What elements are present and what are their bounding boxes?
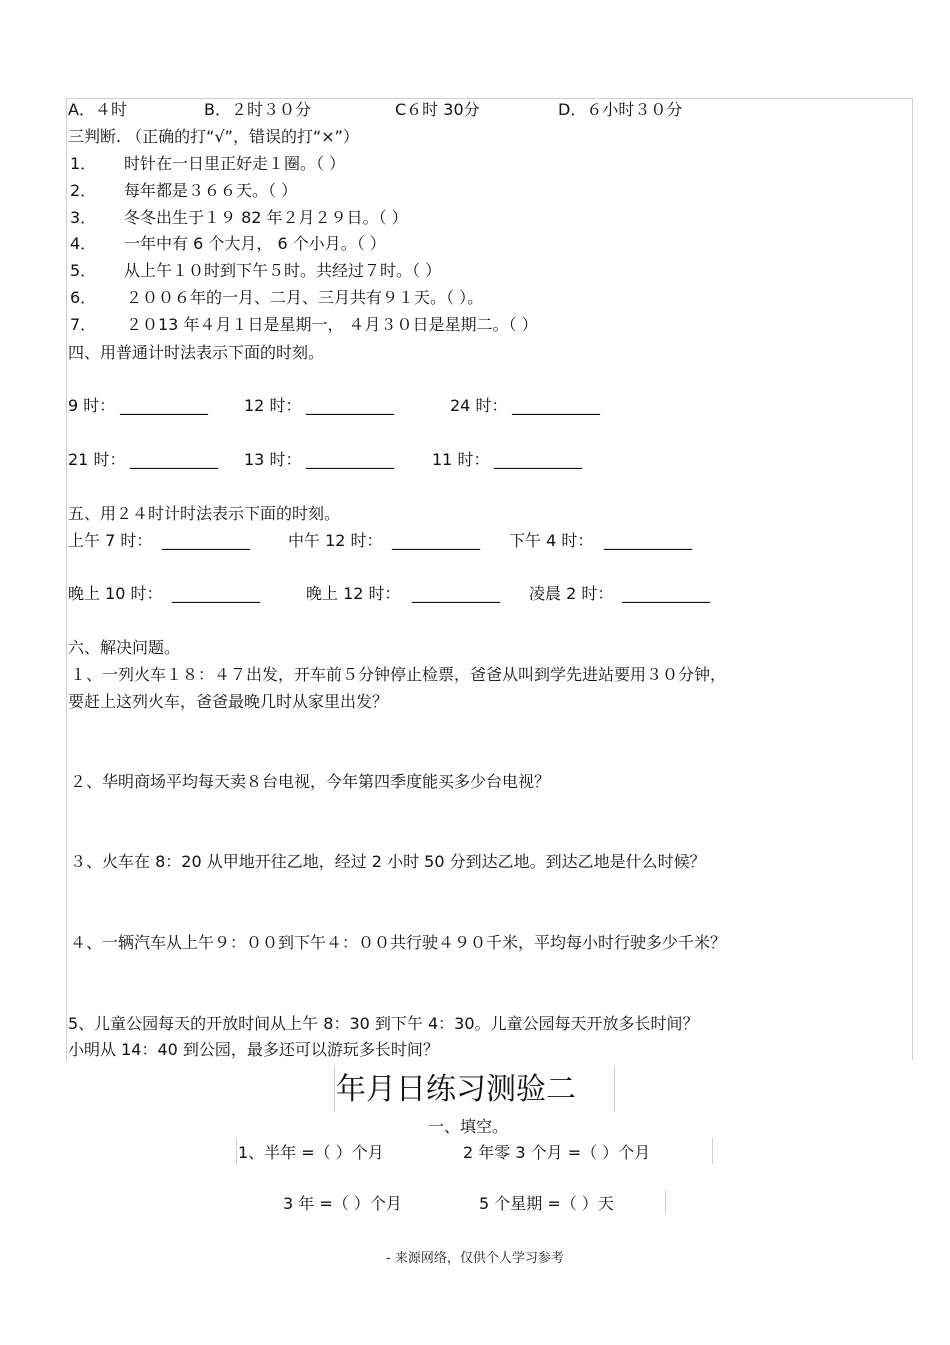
problem-5-line1: 5、儿童公园每天的开放时间从上午 8：30 到下午 4：30。儿童公园每天开放多长时间？	[68, 1014, 699, 1033]
problem-5-line2: 小明从 14：40 到公园，最多还可以游玩多长时间？	[68, 1040, 439, 1059]
section4-title: 四、用普通计时法表示下面的时刻。	[68, 343, 325, 362]
problem-2: ２、华明商场平均每天卖８台电视，今年第四季度能买多少台电视？	[70, 772, 551, 791]
fill-item-3: 3 年 =（ ）个月	[283, 1194, 402, 1213]
answer-blank[interactable]: ___________	[604, 531, 692, 550]
judge-text-7: ２０13 年４月１日是星期一， ４月３０日是星期二。（ ）	[126, 315, 538, 334]
judge-num-1: 1．	[70, 154, 97, 173]
time-label: 13 时：	[244, 450, 302, 469]
problem-4: ４、一辆汽车从上午９：００到下午４：００共行驶４９０千米，平均每小时行驶多少千米？	[70, 933, 727, 952]
time-label: 11 时：	[432, 450, 490, 469]
time-label: 12 时：	[244, 396, 302, 415]
time-label: 晚上 10 时：	[68, 584, 163, 603]
fill-item-4: 5 个星期 =（ ）天	[479, 1194, 614, 1213]
answer-blank[interactable]: ___________	[130, 450, 218, 469]
section5-title: 五、用２４时计时法表示下面的时刻。	[68, 504, 341, 523]
page-border-left	[66, 98, 67, 1060]
part2-title: 年月日练习测验二	[336, 1072, 576, 1107]
answer-blank[interactable]: ___________	[120, 396, 208, 415]
judge-text-1: 时针在一日里正好走１圈。（ ）	[124, 154, 346, 173]
title-box-right	[614, 1066, 615, 1112]
page-border-right	[912, 98, 913, 1060]
answer-blank[interactable]: ___________	[392, 531, 480, 550]
option-b: B．２时３０分	[204, 100, 311, 119]
problem-1-line2: 要赶上这列火车，爸爸最晚几时从家里出发？	[68, 692, 389, 711]
fill-box-right-2	[665, 1190, 666, 1214]
time-label: 上午 7 时：	[68, 531, 153, 550]
time-label: 24 时：	[450, 396, 508, 415]
option-a: A．４时	[68, 100, 127, 119]
part2-subtitle: 一、填空。	[428, 1117, 509, 1136]
judge-num-5: 5．	[70, 261, 97, 280]
answer-blank[interactable]: ___________	[622, 584, 710, 603]
time-label: 下午 4 时：	[509, 531, 594, 550]
time-label: 21 时：	[68, 450, 126, 469]
judge-num-7: 7．	[70, 315, 97, 334]
answer-blank[interactable]: ___________	[306, 396, 394, 415]
answer-blank[interactable]: ___________	[162, 531, 250, 550]
page-footer: - 来源网络，仅供个人学习参考	[386, 1251, 564, 1266]
answer-blank[interactable]: ___________	[412, 584, 500, 603]
time-label: 晚上 12 时：	[306, 584, 401, 603]
page-border-top	[66, 98, 913, 99]
title-box-left	[334, 1066, 335, 1112]
time-label: 中午 12 时：	[288, 531, 383, 550]
judge-num-3: 3．	[70, 208, 97, 227]
judge-text-2: 每年都是３６６天。（ ）	[124, 181, 298, 200]
judge-text-3: 冬冬出生于１９ 82 年２月２９日。（ ）	[124, 208, 408, 227]
time-label: 凌晨 2 时：	[529, 584, 614, 603]
answer-blank[interactable]: ___________	[172, 584, 260, 603]
judge-num-2: 2．	[70, 181, 97, 200]
section3-title: 三判断. （正确的打“√”，错误的打“×”）	[68, 127, 359, 146]
option-c: C６时 30分	[395, 100, 480, 119]
problem-1-line1: １、一列火车１８：４７出发，开车前５分钟停止检票，爸爸从叫到学先进站要用３０分钟，	[70, 665, 727, 684]
judge-text-5: 从上午１０时到下午５时。共经过７时。（ ）	[124, 261, 442, 280]
judge-text-4: 一年中有 6 个大月， 6 个小月。（ ）	[124, 234, 386, 253]
judge-text-6: ２００６年的一月、二月、三月共有９１天。（ ）。	[126, 288, 484, 307]
fill-box-left	[236, 1138, 237, 1164]
option-d: D．６小时３０分	[558, 100, 683, 119]
fill-item-2: 2 年零 3 个月 =（ ）个月	[463, 1143, 651, 1162]
answer-blank[interactable]: ___________	[494, 450, 582, 469]
judge-num-4: 4．	[70, 234, 97, 253]
answer-blank[interactable]: ___________	[306, 450, 394, 469]
fill-box-right	[712, 1138, 713, 1164]
time-label: 9 时：	[68, 396, 116, 415]
problem-3: ３、火车在 8：20 从甲地开往乙地，经过 2 小时 50 分到达乙地。到达乙地是什么时候？	[70, 852, 706, 871]
fill-item-1: 1、半年 =（ ）个月	[238, 1143, 384, 1162]
section6-title: 六、解决问题。	[68, 638, 181, 657]
answer-blank[interactable]: ___________	[512, 396, 600, 415]
judge-num-6: 6．	[70, 288, 97, 307]
